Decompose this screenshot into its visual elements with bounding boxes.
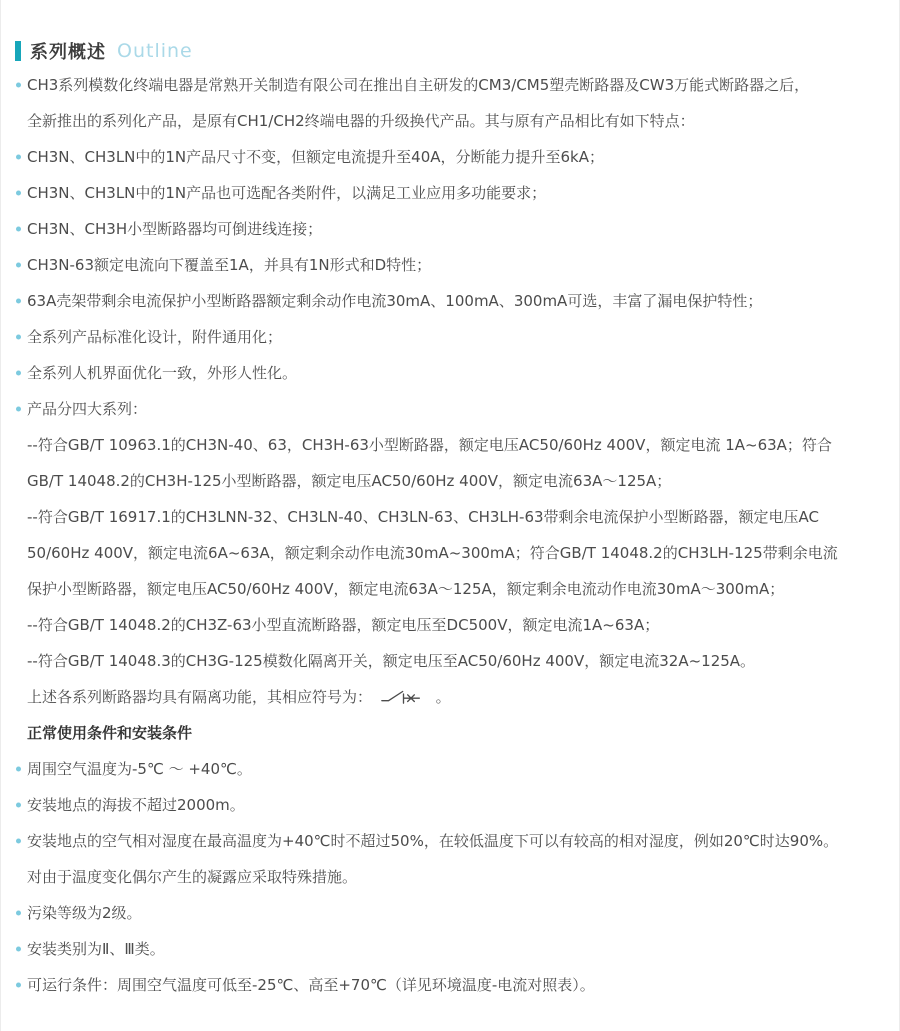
line-text: 正常使用条件和安装条件 [27,724,193,742]
section-title [15,40,899,62]
line-text: CH3N、CH3LN中的1N产品尺寸不变，但额定电流提升至40A，分断能力提升至6kA； [27,148,604,166]
text-line [1,607,899,643]
line-text: 63A壳架带剩余电流保护小型断路器额定剩余动作电流30mA、100mA、300mA可选，丰富了漏电保护特性； [27,292,763,310]
line-text: --符合GB/T 14048.2的CH3Z-63小型直流断路器，额定电压至DC500V，额定电流1A~63A； [27,616,660,634]
text-line [1,463,899,499]
bullet-icon [16,911,21,916]
bullet-icon [16,155,21,160]
line-text: 全系列产品标准化设计，附件通用化； [27,328,283,346]
text-line [1,391,899,427]
text-line [1,787,899,823]
bullet-icon [16,191,21,196]
line-text: CH3N、CH3H小型断路器均可倒进线连接； [27,220,323,238]
text-line [1,823,899,859]
text-line [1,679,899,715]
line-suffix: 。 [435,688,451,706]
line-text: --符合GB/T 16917.1的CH3LNN-32、CH3LN-40、CH3LN-63、CH3LH-63带剩余电流保护小型断路器，额定电压AC [27,508,819,526]
text-line [1,103,899,139]
text-line [1,175,899,211]
line-text: 安装类别为Ⅱ、Ⅲ类。 [27,940,165,958]
isolation-symbol-icon [381,688,421,705]
line-text: 可运行条件：周围空气温度可低至-25℃、高至+70℃（详见环境温度-电流对照表）。 [27,976,595,994]
section-title-cn: 系列概述 [30,42,106,63]
bullet-icon [16,335,21,340]
line-text: 保护小型断路器，额定电压AC50/60Hz 400V，额定电流63A～125A，额定剩余电流动作电流30mA～300mA； [27,580,785,598]
text-line [1,139,899,175]
line-text: --符合GB/T 10963.1的CH3N-40、63，CH3H-63小型断路器，额定电压AC50/60Hz 400V，额定电流 1A~63A；符合 [27,436,832,454]
text-line [1,283,899,319]
text-line [1,571,899,607]
line-text: --符合GB/T 14048.3的CH3G-125模数化隔离开关，额定电压至AC50/60Hz 400V，额定电流32A~125A。 [27,652,756,670]
bullet-icon [16,407,21,412]
line-text: CH3系列模数化终端电器是常熟开关制造有限公司在推出自主研发的CM3/CM5塑壳断路器及CW3万能式断路器之后， [27,76,810,94]
line-text: 污染等级为2级。 [27,904,142,922]
text-line [1,931,899,967]
line-text: 周围空气温度为-5℃ ～ +40℃。 [27,760,252,778]
text-line [1,715,899,751]
bullet-icon [16,299,21,304]
text-line [1,643,899,679]
text-line [1,211,899,247]
text-line [1,895,899,931]
bullet-icon [16,767,21,772]
text-line [1,355,899,391]
bullet-icon [16,947,21,952]
text-line [1,535,899,571]
section-title-en: Outline [117,40,193,62]
text-line [1,499,899,535]
line-text: GB/T 14048.2的CH3H-125小型断路器，额定电压AC50/60Hz 400V，额定电流63A～125A； [27,472,672,490]
bullet-icon [16,227,21,232]
line-text: 对由于温度变化偶尔产生的凝露应采取特殊措施。 [27,868,358,886]
line-text: 上述各系列断路器均具有隔离功能，其相应符号为： [27,688,373,706]
text-line [1,247,899,283]
line-text: 全新推出的系列化产品，是原有CH1/CH2终端电器的升级换代产品。其与原有产品相比有如下特点： [27,112,695,130]
bullet-icon [16,371,21,376]
text-line [1,967,899,1003]
line-text: 安装地点的空气相对湿度在最高温度为+40℃时不超过50%，在较低温度下可以有较高的相对湿度，例如20℃时达90%。 [27,832,839,850]
bullet-icon [16,83,21,88]
content-area [1,67,899,1003]
line-text: CH3N、CH3LN中的1N产品也可选配各类附件，以满足工业应用多功能要求； [27,184,547,202]
text-line [1,319,899,355]
text-line [1,859,899,895]
line-text: 产品分四大系列： [27,400,148,418]
text-line [1,67,899,103]
text-line [1,427,899,463]
line-text: 安装地点的海拔不超过2000m。 [27,796,245,814]
line-text: 全系列人机界面优化一致，外形人性化。 [27,364,298,382]
line-text: 50/60Hz 400V，额定电流6A~63A，额定剩余动作电流30mA~300mA；符合GB/T 14048.2的CH3LH-125带剩余电流 [27,544,838,562]
bullet-icon [16,263,21,268]
bullet-icon [16,839,21,844]
text-line [1,751,899,787]
line-text: CH3N-63额定电流向下覆盖至1A，并具有1N形式和D特性； [27,256,432,274]
bullet-icon [16,983,21,988]
bullet-icon [16,803,21,808]
title-accent-bar [15,41,21,61]
